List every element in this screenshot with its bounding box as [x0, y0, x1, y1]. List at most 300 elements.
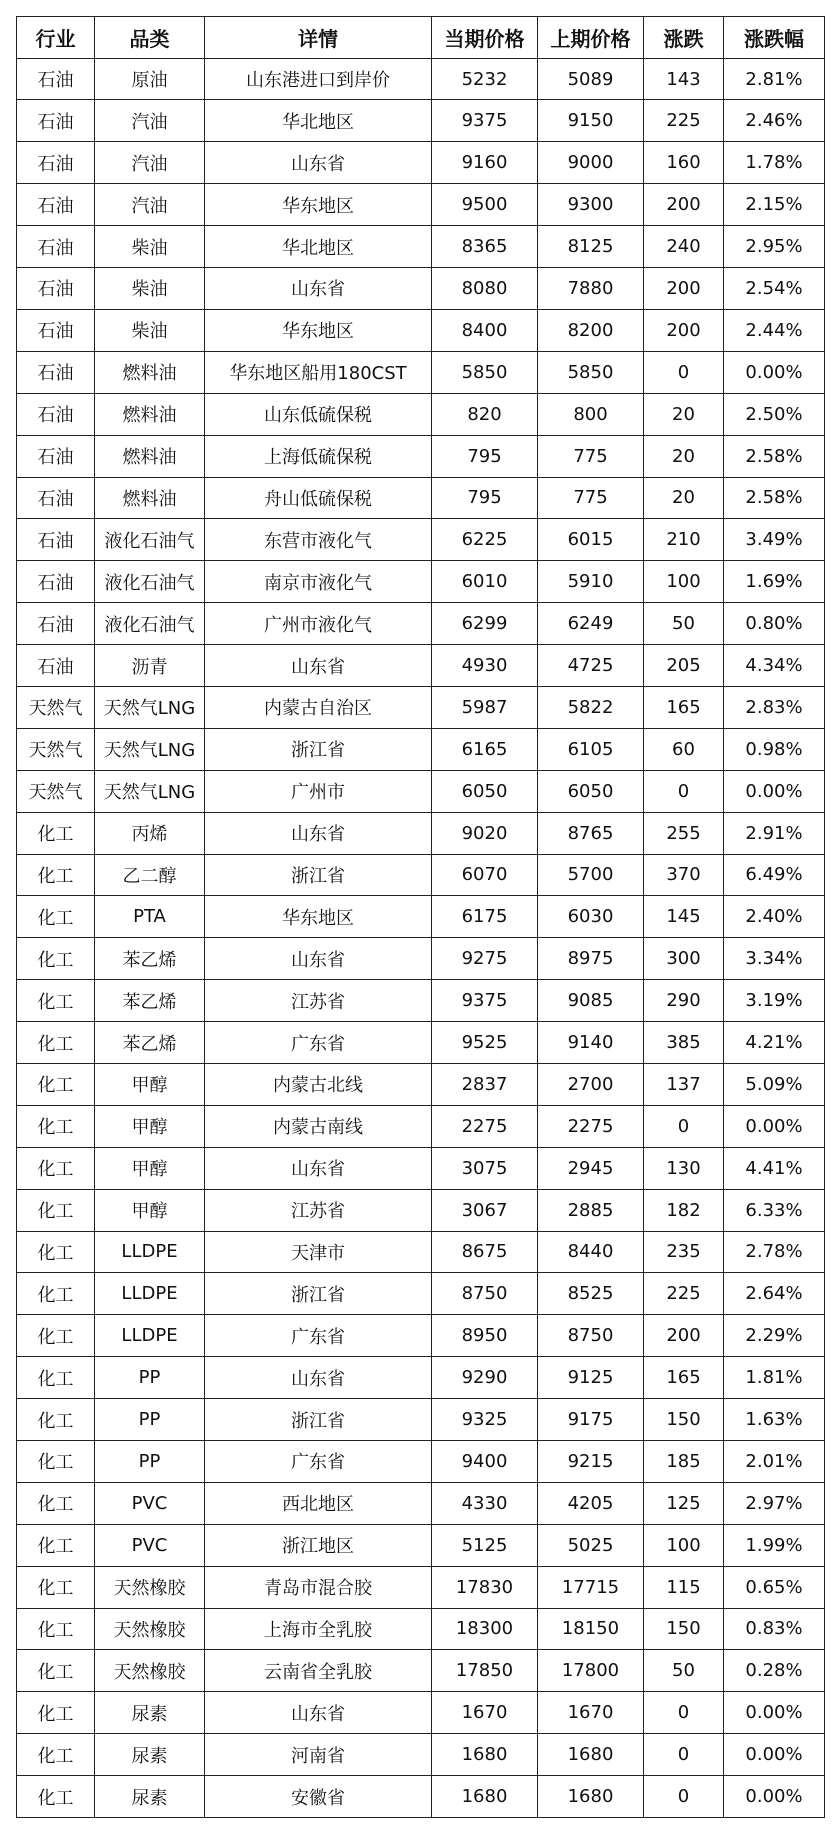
header-change-percent: 涨跌幅	[724, 17, 825, 59]
current-price-cell: 6175	[432, 896, 538, 938]
industry-cell: 化工	[17, 1524, 95, 1566]
table-row	[17, 1482, 825, 1524]
industry-cell: 化工	[17, 1022, 95, 1064]
current-price-cell: 2837	[432, 1063, 538, 1105]
change-cell: 0	[644, 1734, 724, 1776]
previous-price-cell: 17715	[538, 1566, 644, 1608]
change-percent-cell: 2.15%	[724, 184, 825, 226]
industry-cell: 石油	[17, 603, 95, 645]
category-cell: 原油	[95, 58, 205, 100]
detail-cell: 山东低硫保税	[205, 393, 432, 435]
industry-cell: 化工	[17, 1608, 95, 1650]
industry-cell: 石油	[17, 645, 95, 687]
industry-cell: 化工	[17, 1482, 95, 1524]
change-cell: 235	[644, 1231, 724, 1273]
change-percent-cell: 1.63%	[724, 1399, 825, 1441]
previous-price-cell: 2700	[538, 1063, 644, 1105]
detail-cell: 江苏省	[205, 1189, 432, 1231]
table-row	[17, 1147, 825, 1189]
table-row	[17, 812, 825, 854]
change-cell: 290	[644, 980, 724, 1022]
previous-price-cell: 5910	[538, 561, 644, 603]
detail-cell: 安徽省	[205, 1776, 432, 1818]
current-price-cell: 6165	[432, 728, 538, 770]
change-cell: 205	[644, 645, 724, 687]
header-current-price: 当期价格	[432, 17, 538, 59]
table-row	[17, 309, 825, 351]
change-percent-cell: 0.00%	[724, 1105, 825, 1147]
industry-cell: 化工	[17, 1734, 95, 1776]
change-cell: 240	[644, 226, 724, 268]
table-row	[17, 770, 825, 812]
current-price-cell: 1670	[432, 1692, 538, 1734]
current-price-cell: 5125	[432, 1524, 538, 1566]
previous-price-cell: 5025	[538, 1524, 644, 1566]
current-price-cell: 17850	[432, 1650, 538, 1692]
detail-cell: 山东省	[205, 812, 432, 854]
industry-cell: 石油	[17, 142, 95, 184]
table-row	[17, 1063, 825, 1105]
change-percent-cell: 2.01%	[724, 1440, 825, 1482]
current-price-cell: 6225	[432, 519, 538, 561]
table-row	[17, 1734, 825, 1776]
previous-price-cell: 2885	[538, 1189, 644, 1231]
current-price-cell: 8365	[432, 226, 538, 268]
category-cell: 尿素	[95, 1692, 205, 1734]
change-cell: 143	[644, 58, 724, 100]
table-row	[17, 1608, 825, 1650]
category-cell: 尿素	[95, 1776, 205, 1818]
table-row	[17, 938, 825, 980]
detail-cell: 山东省	[205, 938, 432, 980]
category-cell: 天然橡胶	[95, 1650, 205, 1692]
current-price-cell: 820	[432, 393, 538, 435]
industry-cell: 天然气	[17, 770, 95, 812]
industry-cell: 化工	[17, 1147, 95, 1189]
category-cell: 苯乙烯	[95, 938, 205, 980]
current-price-cell: 8750	[432, 1273, 538, 1315]
table-row	[17, 1692, 825, 1734]
header-change: 涨跌	[644, 17, 724, 59]
detail-cell: 东营市液化气	[205, 519, 432, 561]
category-cell: 液化石油气	[95, 519, 205, 561]
industry-cell: 天然气	[17, 686, 95, 728]
change-cell: 137	[644, 1063, 724, 1105]
table-row	[17, 1105, 825, 1147]
industry-cell: 石油	[17, 351, 95, 393]
change-percent-cell: 0.00%	[724, 1692, 825, 1734]
category-cell: 汽油	[95, 184, 205, 226]
change-percent-cell: 2.29%	[724, 1315, 825, 1357]
industry-cell: 化工	[17, 1315, 95, 1357]
industry-cell: 石油	[17, 100, 95, 142]
table-row	[17, 1524, 825, 1566]
detail-cell: 山东省	[205, 1692, 432, 1734]
category-cell: 汽油	[95, 100, 205, 142]
change-percent-cell: 0.98%	[724, 728, 825, 770]
change-cell: 165	[644, 1357, 724, 1399]
category-cell: PP	[95, 1399, 205, 1441]
current-price-cell: 9290	[432, 1357, 538, 1399]
current-price-cell: 5232	[432, 58, 538, 100]
detail-cell: 山东港进口到岸价	[205, 58, 432, 100]
change-percent-cell: 2.46%	[724, 100, 825, 142]
previous-price-cell: 5822	[538, 686, 644, 728]
current-price-cell: 9400	[432, 1440, 538, 1482]
previous-price-cell: 6015	[538, 519, 644, 561]
change-percent-cell: 4.41%	[724, 1147, 825, 1189]
previous-price-cell: 6249	[538, 603, 644, 645]
change-percent-cell: 0.80%	[724, 603, 825, 645]
category-cell: 乙二醇	[95, 854, 205, 896]
change-percent-cell: 0.00%	[724, 770, 825, 812]
change-cell: 165	[644, 686, 724, 728]
category-cell: 天然气LNG	[95, 770, 205, 812]
category-cell: PVC	[95, 1524, 205, 1566]
industry-cell: 化工	[17, 1189, 95, 1231]
current-price-cell: 6070	[432, 854, 538, 896]
header-row	[17, 17, 825, 59]
category-cell: 甲醇	[95, 1147, 205, 1189]
change-cell: 50	[644, 1650, 724, 1692]
current-price-cell: 9525	[432, 1022, 538, 1064]
category-cell: 燃料油	[95, 351, 205, 393]
previous-price-cell: 4205	[538, 1482, 644, 1524]
change-percent-cell: 1.78%	[724, 142, 825, 184]
category-cell: 柴油	[95, 226, 205, 268]
change-cell: 145	[644, 896, 724, 938]
detail-cell: 广东省	[205, 1022, 432, 1064]
current-price-cell: 8080	[432, 268, 538, 310]
change-cell: 160	[644, 142, 724, 184]
previous-price-cell: 800	[538, 393, 644, 435]
previous-price-cell: 4725	[538, 645, 644, 687]
table-row	[17, 477, 825, 519]
change-percent-cell: 2.91%	[724, 812, 825, 854]
change-percent-cell: 0.00%	[724, 1776, 825, 1818]
previous-price-cell: 8765	[538, 812, 644, 854]
category-cell: PP	[95, 1357, 205, 1399]
table-row	[17, 1566, 825, 1608]
category-cell: 燃料油	[95, 435, 205, 477]
detail-cell: 广州市液化气	[205, 603, 432, 645]
industry-cell: 化工	[17, 1776, 95, 1818]
industry-cell: 石油	[17, 477, 95, 519]
change-percent-cell: 2.95%	[724, 226, 825, 268]
category-cell: LLDPE	[95, 1273, 205, 1315]
previous-price-cell: 17800	[538, 1650, 644, 1692]
previous-price-cell: 9300	[538, 184, 644, 226]
previous-price-cell: 9175	[538, 1399, 644, 1441]
industry-cell: 化工	[17, 1440, 95, 1482]
previous-price-cell: 6050	[538, 770, 644, 812]
previous-price-cell: 9000	[538, 142, 644, 184]
change-percent-cell: 0.83%	[724, 1608, 825, 1650]
change-cell: 130	[644, 1147, 724, 1189]
header-previous-price: 上期价格	[538, 17, 644, 59]
change-percent-cell: 2.64%	[724, 1273, 825, 1315]
current-price-cell: 9375	[432, 980, 538, 1022]
previous-price-cell: 6105	[538, 728, 644, 770]
change-percent-cell: 0.00%	[724, 1734, 825, 1776]
category-cell: LLDPE	[95, 1315, 205, 1357]
category-cell: 液化石油气	[95, 561, 205, 603]
current-price-cell: 3075	[432, 1147, 538, 1189]
price-table	[16, 16, 825, 1818]
change-cell: 125	[644, 1482, 724, 1524]
change-cell: 115	[644, 1566, 724, 1608]
previous-price-cell: 7880	[538, 268, 644, 310]
detail-cell: 浙江省	[205, 1273, 432, 1315]
change-percent-cell: 2.58%	[724, 435, 825, 477]
industry-cell: 石油	[17, 519, 95, 561]
detail-cell: 华东地区	[205, 896, 432, 938]
category-cell: 甲醇	[95, 1063, 205, 1105]
industry-cell: 石油	[17, 393, 95, 435]
detail-cell: 内蒙古自治区	[205, 686, 432, 728]
table-row	[17, 1315, 825, 1357]
category-cell: 天然橡胶	[95, 1608, 205, 1650]
category-cell: 燃料油	[95, 477, 205, 519]
current-price-cell: 795	[432, 435, 538, 477]
industry-cell: 化工	[17, 938, 95, 980]
change-percent-cell: 2.78%	[724, 1231, 825, 1273]
table-row	[17, 603, 825, 645]
change-cell: 200	[644, 1315, 724, 1357]
previous-price-cell: 5850	[538, 351, 644, 393]
change-cell: 0	[644, 770, 724, 812]
table-row	[17, 561, 825, 603]
change-cell: 200	[644, 268, 724, 310]
industry-cell: 化工	[17, 1650, 95, 1692]
change-cell: 20	[644, 477, 724, 519]
previous-price-cell: 5089	[538, 58, 644, 100]
detail-cell: 广东省	[205, 1315, 432, 1357]
previous-price-cell: 9125	[538, 1357, 644, 1399]
current-price-cell: 5987	[432, 686, 538, 728]
table-row	[17, 351, 825, 393]
industry-cell: 石油	[17, 309, 95, 351]
detail-cell: 浙江省	[205, 854, 432, 896]
detail-cell: 浙江省	[205, 1399, 432, 1441]
change-percent-cell: 2.54%	[724, 268, 825, 310]
detail-cell: 华东地区	[205, 184, 432, 226]
detail-cell: 青岛市混合胶	[205, 1566, 432, 1608]
current-price-cell: 9500	[432, 184, 538, 226]
category-cell: 天然橡胶	[95, 1566, 205, 1608]
detail-cell: 华北地区	[205, 226, 432, 268]
industry-cell: 化工	[17, 1399, 95, 1441]
change-cell: 60	[644, 728, 724, 770]
header-industry: 行业	[17, 17, 95, 59]
detail-cell: 广州市	[205, 770, 432, 812]
previous-price-cell: 775	[538, 435, 644, 477]
change-percent-cell: 3.49%	[724, 519, 825, 561]
price-table-container	[16, 16, 824, 1818]
change-percent-cell: 5.09%	[724, 1063, 825, 1105]
change-cell: 150	[644, 1399, 724, 1441]
detail-cell: 山东省	[205, 1357, 432, 1399]
table-row	[17, 268, 825, 310]
detail-cell: 华北地区	[205, 100, 432, 142]
current-price-cell: 1680	[432, 1734, 538, 1776]
current-price-cell: 9275	[432, 938, 538, 980]
category-cell: LLDPE	[95, 1231, 205, 1273]
table-row	[17, 1022, 825, 1064]
detail-cell: 西北地区	[205, 1482, 432, 1524]
detail-cell: 内蒙古南线	[205, 1105, 432, 1147]
current-price-cell: 9160	[432, 142, 538, 184]
change-percent-cell: 6.33%	[724, 1189, 825, 1231]
detail-cell: 江苏省	[205, 980, 432, 1022]
industry-cell: 化工	[17, 1566, 95, 1608]
industry-cell: 化工	[17, 1231, 95, 1273]
current-price-cell: 6010	[432, 561, 538, 603]
table-row	[17, 393, 825, 435]
change-cell: 20	[644, 393, 724, 435]
current-price-cell: 6050	[432, 770, 538, 812]
current-price-cell: 8675	[432, 1231, 538, 1273]
current-price-cell: 6299	[432, 603, 538, 645]
table-row	[17, 1650, 825, 1692]
industry-cell: 天然气	[17, 728, 95, 770]
industry-cell: 化工	[17, 980, 95, 1022]
previous-price-cell: 6030	[538, 896, 644, 938]
change-cell: 255	[644, 812, 724, 854]
detail-cell: 华东地区	[205, 309, 432, 351]
current-price-cell: 4330	[432, 1482, 538, 1524]
change-percent-cell: 1.99%	[724, 1524, 825, 1566]
detail-cell: 广东省	[205, 1440, 432, 1482]
industry-cell: 石油	[17, 561, 95, 603]
change-percent-cell: 4.21%	[724, 1022, 825, 1064]
change-cell: 225	[644, 1273, 724, 1315]
table-row	[17, 728, 825, 770]
industry-cell: 化工	[17, 1063, 95, 1105]
category-cell: PVC	[95, 1482, 205, 1524]
table-row	[17, 435, 825, 477]
previous-price-cell: 775	[538, 477, 644, 519]
current-price-cell: 18300	[432, 1608, 538, 1650]
industry-cell: 化工	[17, 1273, 95, 1315]
previous-price-cell: 9215	[538, 1440, 644, 1482]
previous-price-cell: 1680	[538, 1776, 644, 1818]
previous-price-cell: 9150	[538, 100, 644, 142]
detail-cell: 上海市全乳胶	[205, 1608, 432, 1650]
table-row	[17, 58, 825, 100]
previous-price-cell: 8750	[538, 1315, 644, 1357]
table-body	[17, 58, 825, 1817]
industry-cell: 石油	[17, 226, 95, 268]
detail-cell: 浙江省	[205, 728, 432, 770]
category-cell: PP	[95, 1440, 205, 1482]
change-percent-cell: 2.50%	[724, 393, 825, 435]
change-percent-cell: 2.58%	[724, 477, 825, 519]
table-row	[17, 896, 825, 938]
category-cell: 天然气LNG	[95, 686, 205, 728]
previous-price-cell: 2945	[538, 1147, 644, 1189]
category-cell: 甲醇	[95, 1189, 205, 1231]
previous-price-cell: 8525	[538, 1273, 644, 1315]
change-percent-cell: 0.00%	[724, 351, 825, 393]
change-cell: 100	[644, 1524, 724, 1566]
table-row	[17, 686, 825, 728]
change-cell: 385	[644, 1022, 724, 1064]
current-price-cell: 3067	[432, 1189, 538, 1231]
change-cell: 185	[644, 1440, 724, 1482]
change-cell: 150	[644, 1608, 724, 1650]
category-cell: 甲醇	[95, 1105, 205, 1147]
current-price-cell: 8400	[432, 309, 538, 351]
category-cell: PTA	[95, 896, 205, 938]
previous-price-cell: 9140	[538, 1022, 644, 1064]
change-percent-cell: 3.34%	[724, 938, 825, 980]
detail-cell: 天津市	[205, 1231, 432, 1273]
table-row	[17, 519, 825, 561]
category-cell: 汽油	[95, 142, 205, 184]
category-cell: 丙烯	[95, 812, 205, 854]
table-row	[17, 1440, 825, 1482]
industry-cell: 石油	[17, 58, 95, 100]
current-price-cell: 795	[432, 477, 538, 519]
previous-price-cell: 8975	[538, 938, 644, 980]
previous-price-cell: 1680	[538, 1734, 644, 1776]
current-price-cell: 17830	[432, 1566, 538, 1608]
change-percent-cell: 6.49%	[724, 854, 825, 896]
change-cell: 0	[644, 1692, 724, 1734]
change-cell: 200	[644, 184, 724, 226]
category-cell: 燃料油	[95, 393, 205, 435]
change-percent-cell: 0.28%	[724, 1650, 825, 1692]
table-row	[17, 100, 825, 142]
current-price-cell: 2275	[432, 1105, 538, 1147]
detail-cell: 南京市液化气	[205, 561, 432, 603]
current-price-cell: 9325	[432, 1399, 538, 1441]
table-row	[17, 1776, 825, 1818]
previous-price-cell: 1670	[538, 1692, 644, 1734]
table-row	[17, 1231, 825, 1273]
previous-price-cell: 8125	[538, 226, 644, 268]
change-cell: 0	[644, 351, 724, 393]
industry-cell: 石油	[17, 435, 95, 477]
industry-cell: 石油	[17, 184, 95, 226]
previous-price-cell: 9085	[538, 980, 644, 1022]
table-row	[17, 1189, 825, 1231]
industry-cell: 化工	[17, 1692, 95, 1734]
header-category: 品类	[95, 17, 205, 59]
change-percent-cell: 4.34%	[724, 645, 825, 687]
previous-price-cell: 2275	[538, 1105, 644, 1147]
detail-cell: 山东省	[205, 1147, 432, 1189]
change-cell: 370	[644, 854, 724, 896]
detail-cell: 上海低硫保税	[205, 435, 432, 477]
detail-cell: 内蒙古北线	[205, 1063, 432, 1105]
category-cell: 柴油	[95, 309, 205, 351]
table-header	[17, 17, 825, 59]
previous-price-cell: 8200	[538, 309, 644, 351]
change-cell: 182	[644, 1189, 724, 1231]
industry-cell: 化工	[17, 854, 95, 896]
change-cell: 0	[644, 1105, 724, 1147]
change-percent-cell: 2.97%	[724, 1482, 825, 1524]
change-cell: 50	[644, 603, 724, 645]
previous-price-cell: 8440	[538, 1231, 644, 1273]
category-cell: 液化石油气	[95, 603, 205, 645]
change-percent-cell: 0.65%	[724, 1566, 825, 1608]
table-row	[17, 226, 825, 268]
detail-cell: 山东省	[205, 142, 432, 184]
table-row	[17, 854, 825, 896]
